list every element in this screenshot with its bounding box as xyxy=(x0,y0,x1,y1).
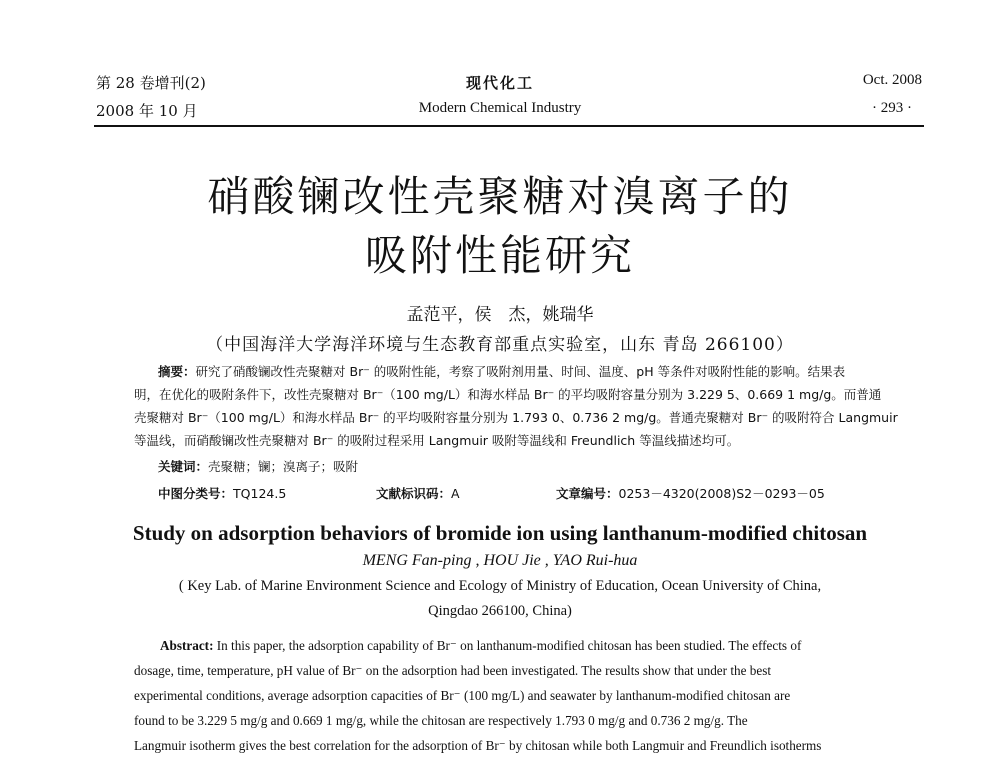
abstract-cn xyxy=(134,360,902,452)
abstract-cn-line: 明，在优化的吸附条件下，改性壳聚糖对 Br⁻（100 mg/L）和海水样品 Br⁻ 的平均吸附容量分别为 3.229 5、0.669 1 mg/g。而普通 xyxy=(134,387,882,402)
abstract-en-line: Abstract: In this paper, the adsorption capability of Br⁻ on lanthanum-modified chitosan has been studied. The effects of xyxy=(160,638,802,653)
title-cn-line-2: 吸附性能研究 xyxy=(364,231,635,280)
abstract-en-label: Abstract: xyxy=(160,638,214,653)
affiliation-en-line-2: Qingdao 266100, China) xyxy=(428,603,572,619)
journal-name-en: Modern Chemical Industry xyxy=(418,100,582,116)
volume-issue: 第 28 卷增刊(2) xyxy=(96,74,206,92)
publication-date-en: Oct. 2008 xyxy=(862,72,922,88)
article-number: 文章编号：0253－4320(2008)S2－0293－05 xyxy=(556,486,825,501)
abstract-cn-label: 摘要： xyxy=(158,364,196,379)
abstract-cn-line: 摘要：研究了硝酸镧改性壳聚糖对 Br⁻ 的吸附性能，考察了吸附剂用量、时间、温度、pH 等条件对吸附性能的影响。结果表 xyxy=(158,364,846,379)
authors-en: MENG Fan-ping , HOU Jie , YAO Rui-hua xyxy=(362,552,638,569)
header-rule xyxy=(94,125,924,127)
abstract-en-line: dosage, time, temperature, pH value of Br⁻ on the adsorption had been investigated. The results show that under the best xyxy=(134,663,771,678)
abstract-cn-line: 等温线，而硝酸镧改性壳聚糖对 Br⁻ 的吸附过程采用 Langmuir 吸附等温线和 Freundlich 等温线描述均可。 xyxy=(134,433,740,448)
title-cn-line-1: 硝酸镧改性壳聚糖对溴离子的 xyxy=(207,172,793,221)
abstract-en-line: experimental conditions, average adsorption capacities of Br⁻ (100 mg/L) and seawater by lanthanum-modified chitosan are xyxy=(134,688,791,703)
affiliation-cn: （中国海洋大学海洋环境与生态教育部重点实验室，山东 青岛 266100） xyxy=(206,335,794,355)
abstract-en-line: found to be 3.229 5 mg/g and 0.669 1 mg/g, while the chitosan are respectively 1.793 0 mg/g and 0.736 2 mg/g. The xyxy=(134,713,748,728)
page-number: · 293 · xyxy=(872,100,912,116)
keywords-cn-value: 壳聚糖；镧；溴离子；吸附 xyxy=(208,459,359,474)
keywords-cn xyxy=(158,457,358,475)
title-en: Study on adsorption behaviors of bromide ion using lanthanum-modified chitosan xyxy=(132,521,868,545)
document-code: 文献标识码：A xyxy=(376,486,460,501)
keywords-cn-label: 关键词： xyxy=(158,459,209,474)
publication-date-cn: 2008 年 10 月 xyxy=(96,102,198,120)
abstract-en-line: Langmuir isotherm gives the best correlation for the adsorption of Br⁻ by chitosan while both Langmuir and Freundlich isotherms xyxy=(134,738,822,753)
authors-cn: 孟范平，侯 杰，姚瑞华 xyxy=(406,305,594,325)
abstract-en xyxy=(134,633,902,758)
clc-number: 中图分类号：TQ124.5 xyxy=(158,486,287,501)
journal-name-cn: 现代化工 xyxy=(465,74,534,92)
affiliation-en-line-1: ( Key Lab. of Marine Environment Science and Ecology of Ministry of Education, Ocean University of China, xyxy=(178,578,822,594)
abstract-cn-line: 壳聚糖对 Br⁻（100 mg/L）和海水样品 Br⁻ 的平均吸附容量分别为 1.793 0、0.736 2 mg/g。普通壳聚糖对 Br⁻ 的吸附符合 Langmuir xyxy=(134,410,898,425)
